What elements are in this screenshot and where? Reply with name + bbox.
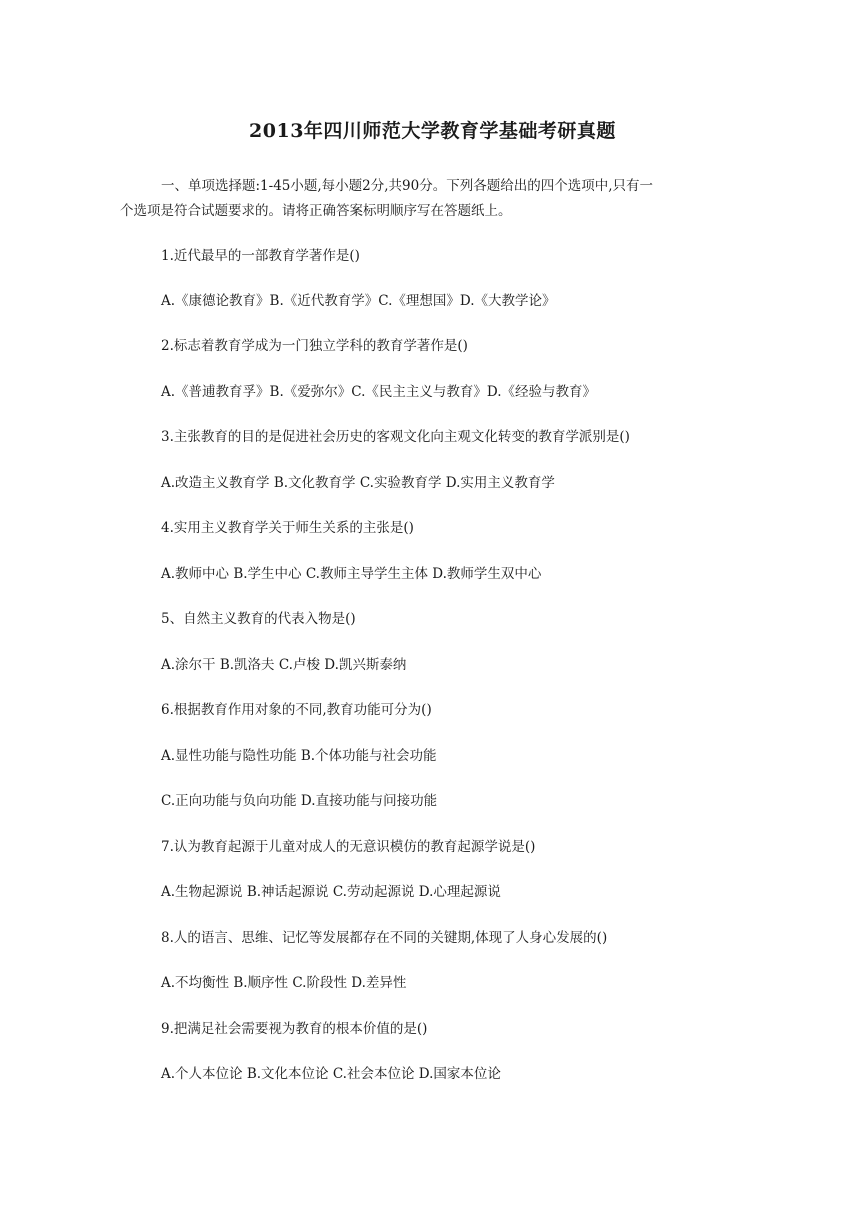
options-3: A.改造主义教育学 B.文化教育学 C.实验教育学 D.实用主义教育学 [161, 475, 555, 491]
options-9: A.个人本位论 B.文化本位论 C.社会本位论 D.国家本位论 [161, 1066, 501, 1082]
question-5: 5、自然主义教育的代表入物是() [161, 611, 356, 627]
question-8: 8.人的语言、思维、记忆等发展都存在不同的关键期,体现了人身心发展的() [161, 930, 608, 946]
section-intro [120, 174, 742, 224]
options-6b: C.正向功能与负向功能 D.直接功能与问接功能 [161, 793, 438, 809]
options-4: A.教师中心 B.学生中心 C.教师主导学生主体 D.教师学生双中心 [161, 566, 542, 582]
question-4: 4.实用主义教育学关于师生关系的主张是() [161, 520, 414, 536]
question-7: 7.认为教育起源于儿童对成人的无意识模仿的教育起源学说是() [161, 839, 536, 855]
options-6a: A.显性功能与隐性功能 B.个体功能与社会功能 [161, 748, 437, 764]
question-9: 9.把满足社会需要视为教育的根本价值的是() [161, 1021, 428, 1037]
question-3: 3.主张教育的目的是促进社会历史的客观文化向主观文化转变的教育学派别是() [161, 429, 630, 445]
options-2: A.《普逋教育孚》B.《爱弥尔》C.《民主主义与教育》D.《经验与教育》 [161, 384, 597, 400]
question-1: 1.近代最早的一部教育学著作是() [161, 248, 360, 264]
options-8: A.不均衡性 B.顺序性 C.阶段性 D.差异性 [161, 975, 407, 991]
intro-line-1: 一、单项选择题:1-45小题,每小题2分,共90分。下列各题给出的四个选项中,只有一 [161, 178, 654, 194]
page-title: 2013年四川师范大学教育学基础考研真题 [249, 120, 616, 142]
options-5: A.涂尔干 B.凯洛夫 C.卢梭 D.凯兴斯泰纳 [161, 657, 407, 673]
question-6: 6.根据教育作用对象的不同,教育功能可分为() [161, 702, 432, 718]
question-2: 2.标志着教育学成为一门独立学科的教育学著作是() [161, 338, 468, 354]
options-1: A.《康德论教育》B.《近代教育学》C.《理想国》D.《大教学论》 [161, 293, 556, 309]
options-7: A.生物起源说 B.神话起源说 C.劳动起源说 D.心理起源说 [161, 884, 501, 900]
intro-line-2: 个选项是符合试题要求的。请将正确答案标明顺序写在答题纸上。 [120, 203, 512, 219]
